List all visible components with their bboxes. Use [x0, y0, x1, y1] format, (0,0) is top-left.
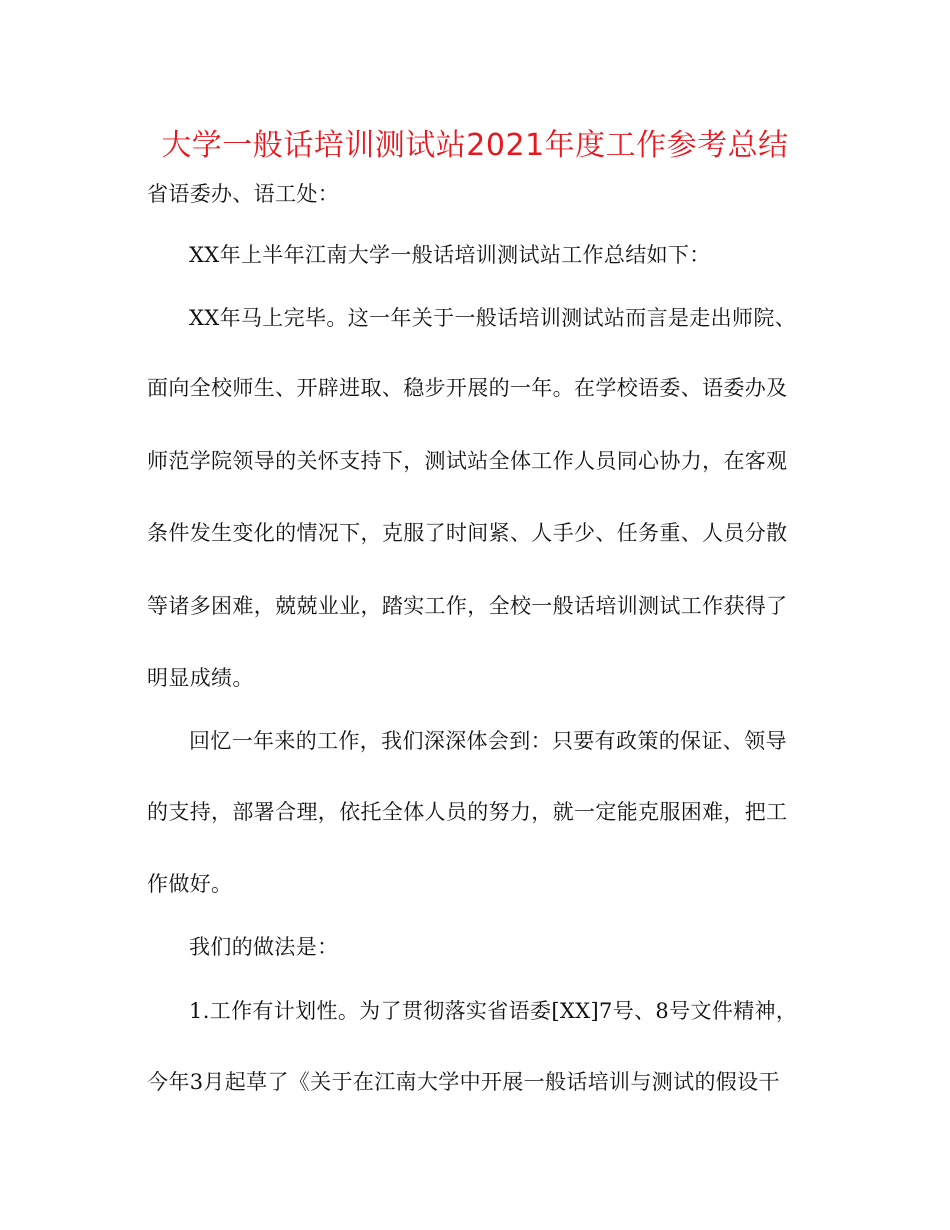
- paragraph-line: XX年上半年江南大学一般话培训测试站工作总结如下：: [189, 243, 711, 267]
- paragraph-line: 条件发生变化的情况下，克服了时间紧、人手少、任务重、人员分散: [147, 521, 788, 545]
- salutation-line: 省语委办、语工处：: [147, 182, 340, 206]
- paragraph-line: 等诸多困难，兢兢业业，踏实工作，全校一般话培训测试工作获得了: [147, 594, 788, 618]
- paragraph-line: 明显成绩。: [147, 666, 254, 690]
- paragraph-line: 作做好。: [147, 872, 233, 896]
- paragraph-line: 的支持，部署合理，依托全体人员的努力，就一定能克服困难，把工: [147, 800, 788, 824]
- paragraph-line: 我们的做法是：: [189, 935, 339, 959]
- paragraph-line: 面向全校师生、开辟进取、稳步开展的一年。在学校语委、语委办及: [147, 376, 788, 400]
- paragraph-line: 回忆一年来的工作，我们深深体会到：只要有政策的保证、领导: [189, 729, 787, 753]
- paragraph-line: 1.工作有计划性。为了贯彻落实省语委[XX]7号、8号文件精神，: [189, 999, 798, 1023]
- document-title: 大学一般话培训测试站2021年度工作参考总结: [161, 128, 789, 163]
- paragraph-line: 今年3月起草了《关于在江南大学中开展一般话培训与测试的假设干: [147, 1070, 780, 1094]
- paragraph-line: XX年马上完毕。这一年关于一般话培训测试站而言是走出师院、: [189, 306, 797, 330]
- paragraph-line: 师范学院领导的关怀支持下，测试站全体工作人员同心协力，在客观: [147, 449, 788, 473]
